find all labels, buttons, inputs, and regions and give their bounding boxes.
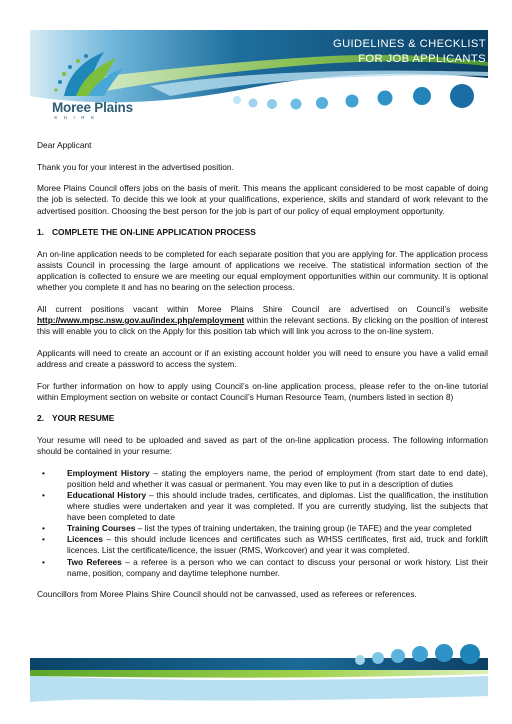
document-title xyxy=(333,37,486,67)
list-item-term: Two Referees xyxy=(67,556,122,567)
bullet-icon: • xyxy=(42,467,45,478)
page-header xyxy=(0,0,512,135)
section-1-number: 1. xyxy=(37,227,44,238)
salutation: Dear Applicant xyxy=(37,140,92,150)
section-1-paragraph-2 xyxy=(37,304,488,337)
logo-subtitle: SHIRE xyxy=(54,115,101,120)
title-line-2: FOR JOB APPLICANTS xyxy=(358,53,486,65)
bullet-icon: • xyxy=(42,534,45,545)
bullet-icon: • xyxy=(42,490,45,500)
list-item-term: Licences xyxy=(67,534,103,545)
section-1-heading xyxy=(37,227,488,238)
resume-items-list xyxy=(37,468,488,579)
list-item-term: Training Courses xyxy=(67,523,136,534)
section-1-paragraph-1: An on-line application needs to be completed for each separate position that you are applying for. The application process assists Council in processing the large amount of applications we receive. The statistical information section of the application is collected to ensure we are meeting our equal employment opportunities within our community. It is optional whether you complete it and has no bearing on the selection process. xyxy=(37,248,488,293)
list-item-term: Employment History xyxy=(67,467,150,478)
list-item-text: – a referee is a person who we can contact to discuss your personal or work history. List their name, position, company and daytime telephone number. xyxy=(67,556,488,578)
list-item xyxy=(37,490,488,523)
list-item xyxy=(37,557,488,579)
merit-paragraph: Moree Plains Council offers jobs on the basis of merit. This means the applicant considered to be most capable of doing the job is selected. To decide this we look at your qualifications, experience, skills and standard of work relevant to the advertised position. Choosing the best person for the job is part of our policy of equal employment opportunity. xyxy=(37,183,488,216)
bullet-icon: • xyxy=(42,523,45,534)
section-1-paragraph-3: Applicants will need to create an account or if an existing account holder you will need to ensure you have a valid email address and create a password to access the system. xyxy=(37,347,488,369)
closing-paragraph: Councillors from Moree Plains Shire Council should not be canvassed, used as referees or references. xyxy=(37,589,417,600)
section-2-heading xyxy=(37,413,488,424)
employment-website-link[interactable]: http://www.mpsc.nsw.gov.au/index.php/employment xyxy=(37,315,245,325)
section-2-intro: Your resume will need to be uploaded and saved as part of the on-line application process. The following information should be contained in your resume: xyxy=(37,435,488,457)
list-item xyxy=(37,534,488,556)
section-1-title: COMPLETE THE ON-LINE APPLICATION PROCESS xyxy=(52,227,256,238)
website-text-after: within the relevant sections. By clicking on the position of interest this will enable you to click on the Apply for this position tab which will link you across to the on-line system. xyxy=(37,315,488,337)
list-item xyxy=(37,468,488,490)
section-1-paragraph-4: For further information on how to apply using Council’s on-line application process, please refer to the on-line tutorial within Employment section on website or contact Council’s Human Resource Team, (numbers listed in section 8) xyxy=(37,380,488,402)
list-item-text: – list the types of training undertaken, the training group (ie TAFE) and the year completed xyxy=(135,523,472,534)
logo-name: Moree Plains xyxy=(52,100,133,115)
list-item-text: – this should include licences and certificates such as WHSS certificates, first aid, truck and forklift licences. List the certificate/licence, the issuer (RMS, Workcover) and year it was completed. xyxy=(67,534,488,556)
letter-body xyxy=(37,140,488,600)
bullet-icon: • xyxy=(42,556,45,567)
section-2-title: YOUR RESUME xyxy=(52,413,115,424)
title-line-1: GUIDELINES & CHECKLIST xyxy=(332,38,486,50)
page-footer xyxy=(0,640,512,724)
thanks-paragraph: Thank you for your interest in the advertised position. xyxy=(37,161,234,172)
list-item xyxy=(37,523,488,534)
list-item-text: – this should include trades, certificates, and diplomas. List the qualification, the institution where studies were undertaken and year it was completed. If you are currently studying, list the subjects that have been completed to date xyxy=(67,490,488,523)
list-item-term: Educational History xyxy=(67,490,147,500)
footer-banner-graphic xyxy=(0,640,512,724)
section-2-number: 2. xyxy=(37,413,44,424)
website-text-before: All current positions vacant within Moree Plains Shire Council are advertised on Council’s website xyxy=(37,303,488,314)
list-item-text: – stating the employers name, the period of employment (from start date to end date), position held and whether it was casual or permanent. You may even like to put in a description of duties xyxy=(67,467,489,489)
